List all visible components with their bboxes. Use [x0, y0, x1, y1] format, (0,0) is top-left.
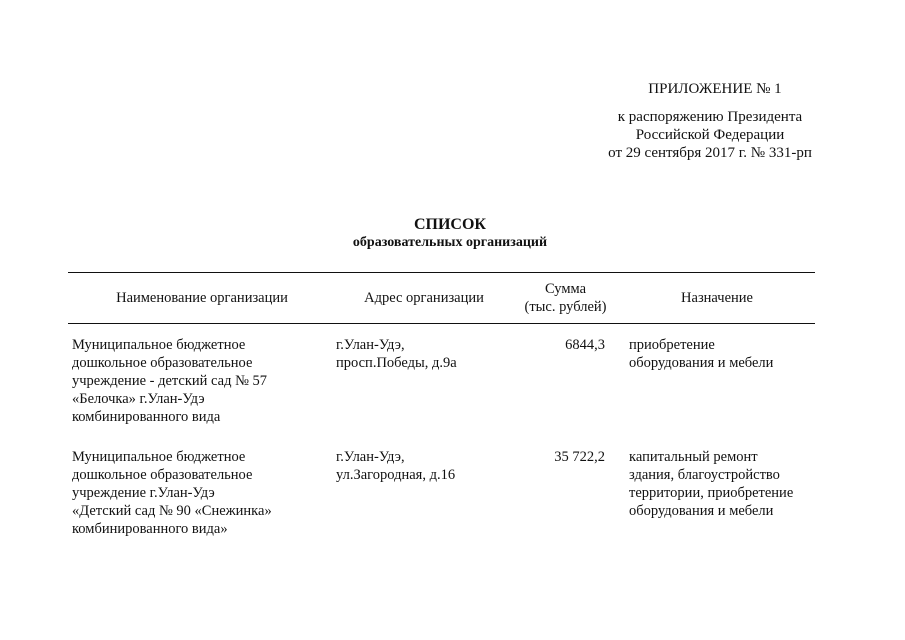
- cell-purpose-text: капитальный ремонт здания, благоустройство территории, приобретение оборудования и мебели: [629, 449, 794, 519]
- cell-sum-text: 35 722,2: [554, 449, 605, 465]
- table-row: [68, 324, 815, 436]
- header-name-label: Наименование организации: [116, 290, 288, 306]
- appendix-title: ПРИЛОЖЕНИЕ № 1: [648, 81, 782, 97]
- header-sum: [512, 280, 619, 316]
- cell-sum: [512, 448, 619, 548]
- header-address-label: Адрес организации: [364, 290, 484, 306]
- cell-name: [68, 336, 336, 436]
- table-header-row: [68, 273, 815, 323]
- header-name: [68, 289, 336, 307]
- cell-name-text: Муниципальное бюджетное дошкольное образовательное учреждение - детский сад № 57 «Белочка» г.Улан-Удэ комбинированного вида: [72, 337, 268, 425]
- header-address: [336, 289, 512, 307]
- header-purpose: [619, 289, 815, 307]
- appendix-line-1: к распоряжению Президента: [617, 109, 803, 125]
- document-title: СПИСОК: [413, 216, 487, 233]
- header-sum-label: Сумма (тыс. рублей): [524, 281, 607, 315]
- document-subtitle: образовательных организаций: [352, 235, 548, 250]
- header-purpose-label: Назначение: [681, 290, 753, 306]
- cell-sum: [512, 336, 619, 436]
- cell-sum-text: 6844,3: [565, 337, 605, 353]
- cell-address-text: г.Улан-Удэ, просп.Победы, д.9а: [336, 337, 457, 371]
- organizations-table: [68, 272, 815, 548]
- document-heading: [250, 216, 650, 252]
- appendix-block: [560, 80, 860, 162]
- cell-purpose: [619, 448, 815, 548]
- table-row: [68, 436, 815, 548]
- appendix-line-2: Российской Федерации: [635, 127, 785, 143]
- cell-name: [68, 448, 336, 548]
- cell-address: [336, 448, 512, 548]
- cell-name-text: Муниципальное бюджетное дошкольное образовательное учреждение г.Улан-Удэ «Детский сад № 90 «Снежинка» комбинированного вида»: [72, 449, 272, 537]
- cell-purpose-text: приобретение оборудования и мебели: [629, 337, 774, 371]
- cell-purpose: [619, 336, 815, 436]
- cell-address-text: г.Улан-Удэ, ул.Загородная, д.16: [336, 449, 456, 483]
- appendix-line-3: от 29 сентября 2017 г. № 331-рп: [608, 145, 812, 161]
- cell-address: [336, 336, 512, 436]
